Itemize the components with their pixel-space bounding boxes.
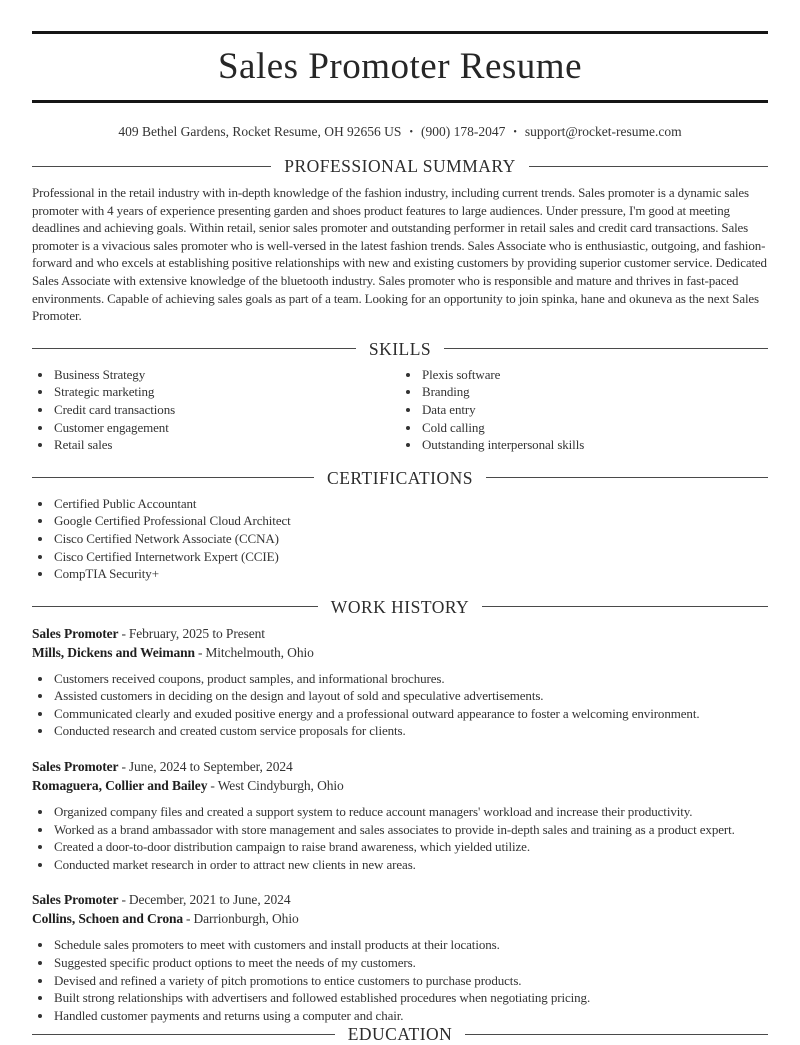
section-heading-row xyxy=(32,1023,768,1045)
list-item: • Organized company files and created a support system to reduce account managers' workload and increase their productivity. xyxy=(53,803,768,821)
list-item: • Cold calling xyxy=(421,419,768,437)
list-item: • Business Strategy xyxy=(53,366,400,384)
list-item: • Credit card transactions xyxy=(53,401,400,419)
job-location: West Cindyburgh, Ohio xyxy=(217,778,344,794)
list-item: • Strategic marketing xyxy=(53,383,400,401)
summary-paragraph: Professional in the retail industry with in-depth knowledge of the fashion industry, including current trends. Sales promoter is a dynamic sales promoter with 4 years of experience presenting garden and shoes product features to large audiences. Under pressure, I'm good at meeting deadlines and achieving goals. Within retail, senior sales promoter and outstanding performer in retail sales and credit card transactions. Sales promoter is a vivacious sales promoter who is well-versed in the latest fashion trends. Sales Associate who is enthusiastic, outgoing, and fashion-forward and who excels at establishing positive relationships with new and existing customers by providing superior customer service. Dedicated Sales Associate with extensive knowledge of the bluetooth industry. Sales promoter who is responsible and mature and thrives in fast-paced environments. Capable of achieving sales goals as part of a team. Looking for an opportunity to join spinka, hane and okuneva as the next Sales Promoter. xyxy=(32,185,767,324)
list-item: • Retail sales xyxy=(53,436,400,454)
dash-separator: - xyxy=(197,644,203,660)
section-heading-row xyxy=(32,596,768,618)
dash-separator: - xyxy=(186,911,191,927)
list-item: • Google Certified Professional Cloud Architect xyxy=(53,512,768,530)
list-item: • Customer engagement xyxy=(53,419,400,437)
job-bullet-list xyxy=(32,803,768,873)
job-title: Sales Promoter xyxy=(32,892,119,908)
contact-address: 409 Bethel Gardens, Rocket Resume, OH 92656 US xyxy=(118,124,402,139)
heading-rule-left xyxy=(32,348,356,349)
job-company: Collins, Schoen and Crona xyxy=(32,911,184,927)
list-item: • Customers received coupons, product samples, and informational brochures. xyxy=(53,670,768,688)
list-item: • Suggested specific product options to meet the needs of my customers. xyxy=(53,954,768,972)
list-item: • Assisted customers in deciding on the design and layout of sold and speculative advertisements. xyxy=(53,687,768,705)
job-dates: December, 2021 to June, 2024 xyxy=(128,892,291,908)
section-heading: PROFESSIONAL SUMMARY xyxy=(284,156,516,176)
list-item: • Handled customer payments and returns using a computer and chair. xyxy=(53,1007,768,1025)
job-location: Darrionburgh, Ohio xyxy=(193,911,299,927)
heading-rule-left xyxy=(32,606,318,607)
job-title-line xyxy=(32,890,768,909)
section-heading-row xyxy=(32,338,768,360)
section-heading: CERTIFICATIONS xyxy=(327,467,473,488)
heading-rule-right xyxy=(486,477,768,478)
section-heading: EDUCATION xyxy=(347,1024,453,1044)
job-dates: February, 2025 to Present xyxy=(128,625,265,641)
list-item: • Outstanding interpersonal skills xyxy=(421,436,768,454)
job-entry xyxy=(32,890,768,1024)
job-bullet-list xyxy=(32,936,768,1024)
job-company: Mills, Dickens and Weimann xyxy=(32,644,195,660)
skills-list-left xyxy=(32,366,400,454)
section-heading: WORK HISTORY xyxy=(330,596,470,617)
list-item: • Cisco Certified Network Associate (CCNA) xyxy=(53,530,768,548)
dash-separator: - xyxy=(121,625,126,641)
header-top-rule xyxy=(32,31,768,34)
section-work-history xyxy=(32,596,768,1025)
section-heading-row xyxy=(32,467,768,489)
job-entry xyxy=(32,624,768,740)
list-item: • Built strong relationships with advertisers and followed established procedures when negotiating pricing. xyxy=(53,989,768,1007)
list-item: • Communicated clearly and exuded positive energy and a professional outward appearance to foster a welcoming environment. xyxy=(53,705,768,723)
heading-rule-left xyxy=(32,166,271,167)
job-title-line xyxy=(32,757,768,776)
section-heading-row xyxy=(32,155,768,177)
section-heading: SKILLS xyxy=(368,338,432,359)
bullet-separator: • xyxy=(409,127,413,138)
list-item: • Devised and refined a variety of pitch promotions to entice customers to purchase products. xyxy=(53,972,768,990)
contact-phone: (900) 178-2047 xyxy=(420,124,506,139)
job-company-line xyxy=(32,776,768,795)
section-professional-summary xyxy=(32,155,768,325)
section-education xyxy=(32,1023,768,1045)
heading-rule-left xyxy=(32,477,314,478)
heading-rule-right xyxy=(465,1034,768,1035)
job-company-line xyxy=(32,643,768,662)
list-item: • Conducted market research in order to attract new clients in new areas. xyxy=(53,856,768,874)
heading-rule-left xyxy=(32,1034,335,1035)
dash-separator: - xyxy=(121,759,126,775)
dash-separator: - xyxy=(121,892,126,908)
list-item: • Conducted research and created custom service proposals for clients. xyxy=(53,722,768,740)
page-title: Sales Promoter Resume xyxy=(217,46,582,87)
list-item: • CompTIA Security+ xyxy=(53,565,768,583)
job-location: Mitchelmouth, Ohio xyxy=(205,644,314,660)
list-item: • Worked as a brand ambassador with store management and sales associates to provide in-depth sales and training as a product expert. xyxy=(53,821,768,839)
job-bullet-list xyxy=(32,670,768,740)
list-item: • Certified Public Accountant xyxy=(53,495,768,513)
job-company-line xyxy=(32,909,768,928)
list-item: • Cisco Certified Internetwork Expert (CCIE) xyxy=(53,548,768,566)
job-title-line xyxy=(32,624,768,643)
job-dates: June, 2024 to September, 2024 xyxy=(128,759,293,775)
job-entry xyxy=(32,757,768,873)
list-item: • Created a door-to-door distribution campaign to raise brand awareness, which yielded utilize. xyxy=(53,838,768,856)
header-bottom-rule xyxy=(32,100,768,103)
heading-rule-right xyxy=(444,348,768,349)
job-title: Sales Promoter xyxy=(32,625,119,641)
contact-line xyxy=(32,123,768,142)
contact-email: support@rocket-resume.com xyxy=(524,124,682,139)
heading-rule-right xyxy=(482,606,768,607)
dash-separator: - xyxy=(210,778,215,794)
skills-list-right xyxy=(400,366,768,454)
section-skills xyxy=(32,338,768,454)
list-item: • Data entry xyxy=(421,401,768,419)
heading-rule-right xyxy=(529,166,768,167)
job-company: Romaguera, Collier and Bailey xyxy=(32,778,208,794)
bullet-separator: • xyxy=(513,127,517,138)
certifications-list xyxy=(32,495,768,583)
list-item: • Plexis software xyxy=(421,366,768,384)
list-item: • Branding xyxy=(421,383,768,401)
skills-columns xyxy=(32,360,768,454)
section-certifications xyxy=(32,467,768,583)
job-title: Sales Promoter xyxy=(32,759,119,775)
list-item: • Schedule sales promoters to meet with customers and install products at their locations. xyxy=(53,936,768,954)
